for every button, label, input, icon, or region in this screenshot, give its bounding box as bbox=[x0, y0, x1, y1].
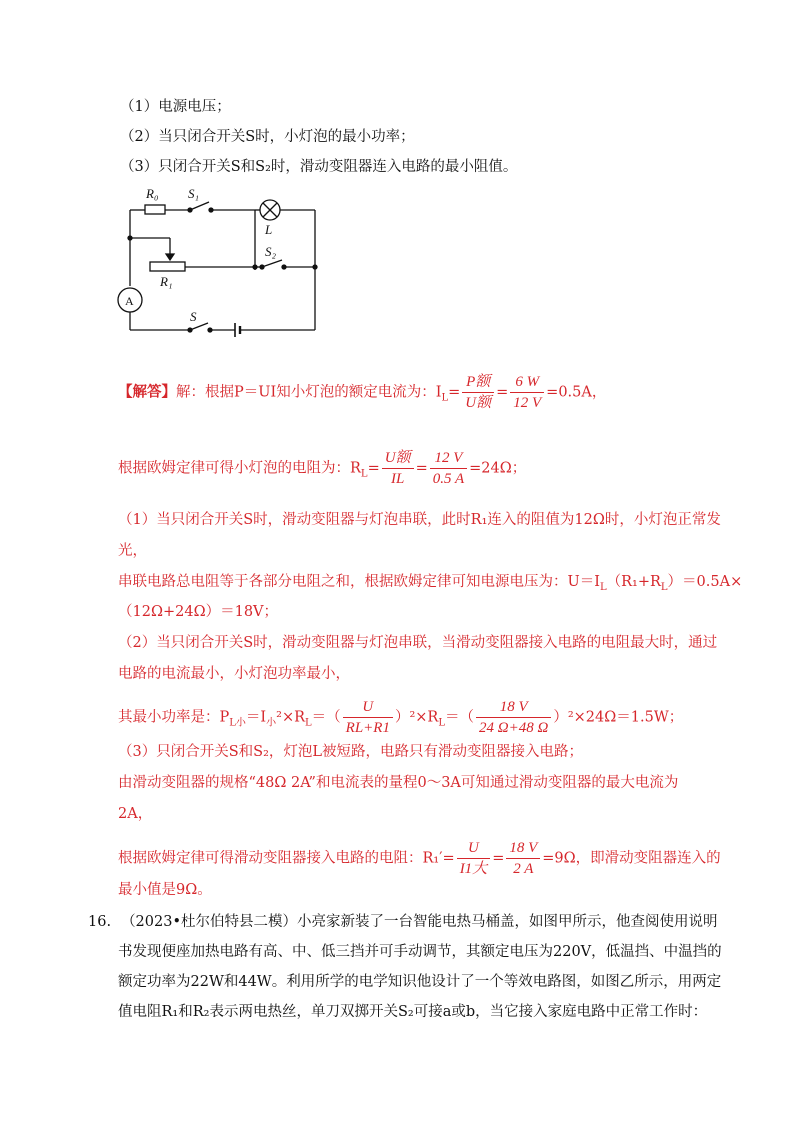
part3-line5: 最小值是9Ω。 bbox=[118, 882, 212, 898]
switch-s2 bbox=[262, 260, 282, 267]
part3-line4: 根据欧姆定律可得滑动变阻器接入电路的电阻：R₁′= $\frac{U}{\text{I1大}}$ = $\frac{18 V}{2 A}$ =9Ω，即滑动变阻器连入的 bbox=[118, 840, 721, 877]
switch-s1 bbox=[190, 202, 209, 210]
part1-line1: （1）当只闭合开关S时，滑动变阻器与灯泡串联，此时R₁连入的阻值为12Ω时，小灯泡正常发 bbox=[118, 512, 721, 528]
fraction-12v-05a: $\frac{12 V}{0.5 A}$ bbox=[430, 448, 467, 489]
fraction-18v-2a: $\frac{18 V}{2 A}$ bbox=[506, 838, 540, 879]
question-16-line3: 额定功率为22W和44W。利用所学的电学知识他设计了一个等效电路图，如图乙所示，用两定 bbox=[118, 974, 722, 990]
answer-tag: 【解答】 bbox=[118, 383, 176, 401]
question-16-line2: 书发现便座加热电路有高、中、低三挡并可手动调节，其额定电压为220V，低温挡、中温挡的 bbox=[118, 944, 722, 960]
fraction-u-over-imax: $\frac{U}{\text{I1大}}$ bbox=[457, 838, 491, 879]
fraction-u-over-rsum: $\frac{U}{RL+R1}$ bbox=[343, 697, 393, 738]
question-1: （1）电源电压； bbox=[120, 99, 231, 115]
rheostat-r1 bbox=[150, 262, 185, 271]
resistor-r0 bbox=[145, 205, 165, 214]
label-r0: R₀ bbox=[146, 186, 159, 201]
part1-line3: 串联电路总电阻等于各部分电阻之和，根据欧姆定律可知电源电压为：$U=I_L(R_1+R_L)=0.5A\times$ bbox=[118, 574, 743, 593]
circuit-diagram bbox=[110, 180, 330, 340]
label-s1: S₁ bbox=[188, 186, 200, 201]
switch-s bbox=[190, 323, 208, 330]
part3-line1: （3）只闭合开关S和S₂，灯泡L被短路，电路只有滑动变阻器接入电路； bbox=[118, 744, 584, 760]
question-number: 16. bbox=[88, 914, 112, 930]
part3-line2: 由滑动变阻器的规格“48Ω 2A”和电流表的量程0～3A可知通过滑动变阻器的最大电流为 bbox=[118, 775, 679, 791]
label-r1: R₁ bbox=[160, 274, 173, 289]
fraction-6w-12v: $\frac{6 W}{12 V}$ bbox=[510, 372, 544, 413]
answer-intro: 【解答】解：根据P＝UI知小灯泡的额定电流为：$I_L=$ $\frac{\text{P额}}{\text{U额}}$ = $\frac{6 W}{12 V}$ =0.5A， bbox=[118, 374, 607, 411]
fraction-u-over-i: $\frac{\text{U额}}{IL}$ bbox=[382, 448, 414, 489]
label-lamp: L bbox=[265, 222, 273, 237]
part2-line1: （2）当只闭合开关S时，滑动变阻器与灯泡串联，当滑动变阻器接入电路的电阻最大时，通过 bbox=[118, 635, 718, 651]
question-16-line4: 值电阻R₁和R₂表示两电热丝，单刀双掷开关S₂可接a或b，当它接入家庭电路中正常工作时： bbox=[118, 1004, 708, 1020]
question-2: （2）当只闭合开关S时，小灯泡的最小功率； bbox=[120, 129, 415, 145]
label-ammeter: A bbox=[125, 294, 134, 308]
question-3: （3）只闭合开关S和S₂时，滑动变阻器连入电路的最小阻值。 bbox=[120, 159, 518, 175]
part1-line4: （12Ω+24Ω）＝18V； bbox=[118, 604, 279, 620]
part2-line2: 电路的电流最小，小灯泡功率最小， bbox=[118, 666, 350, 682]
part1-line2: 光， bbox=[118, 543, 147, 559]
fraction-18v-over-72: $\frac{18 V}{24 \Omega+48 \Omega}$ bbox=[476, 697, 551, 738]
question-16-line1: 16. （2023•杜尔伯特县二模）小亮家新装了一台智能电热马桶盖，如图甲所示，他查阅使用说明 bbox=[88, 914, 718, 930]
fraction-rated-ratio: $\frac{\text{P额}}{\text{U额}}$ bbox=[462, 372, 494, 413]
label-s: S bbox=[190, 309, 197, 324]
answer-resistance: 根据欧姆定律可得小灯泡的电阻为：$R_L=$ $\frac{\text{U额}}{IL}$ = $\frac{12 V}{0.5 A}$ =24Ω； bbox=[118, 450, 527, 487]
part3-line3: 2A， bbox=[118, 806, 153, 822]
label-s2: S₂ bbox=[265, 244, 277, 259]
part2-line3: 其最小功率是：$P_{L小}=I_小^2\times R_L=$（ $\frac{U}{RL+R1}$ ）$^2\times R_L=$（ $\frac{18 V}{24 \Omega+48 \Omega}$ ）²×24Ω＝1.5W； bbox=[118, 699, 684, 736]
